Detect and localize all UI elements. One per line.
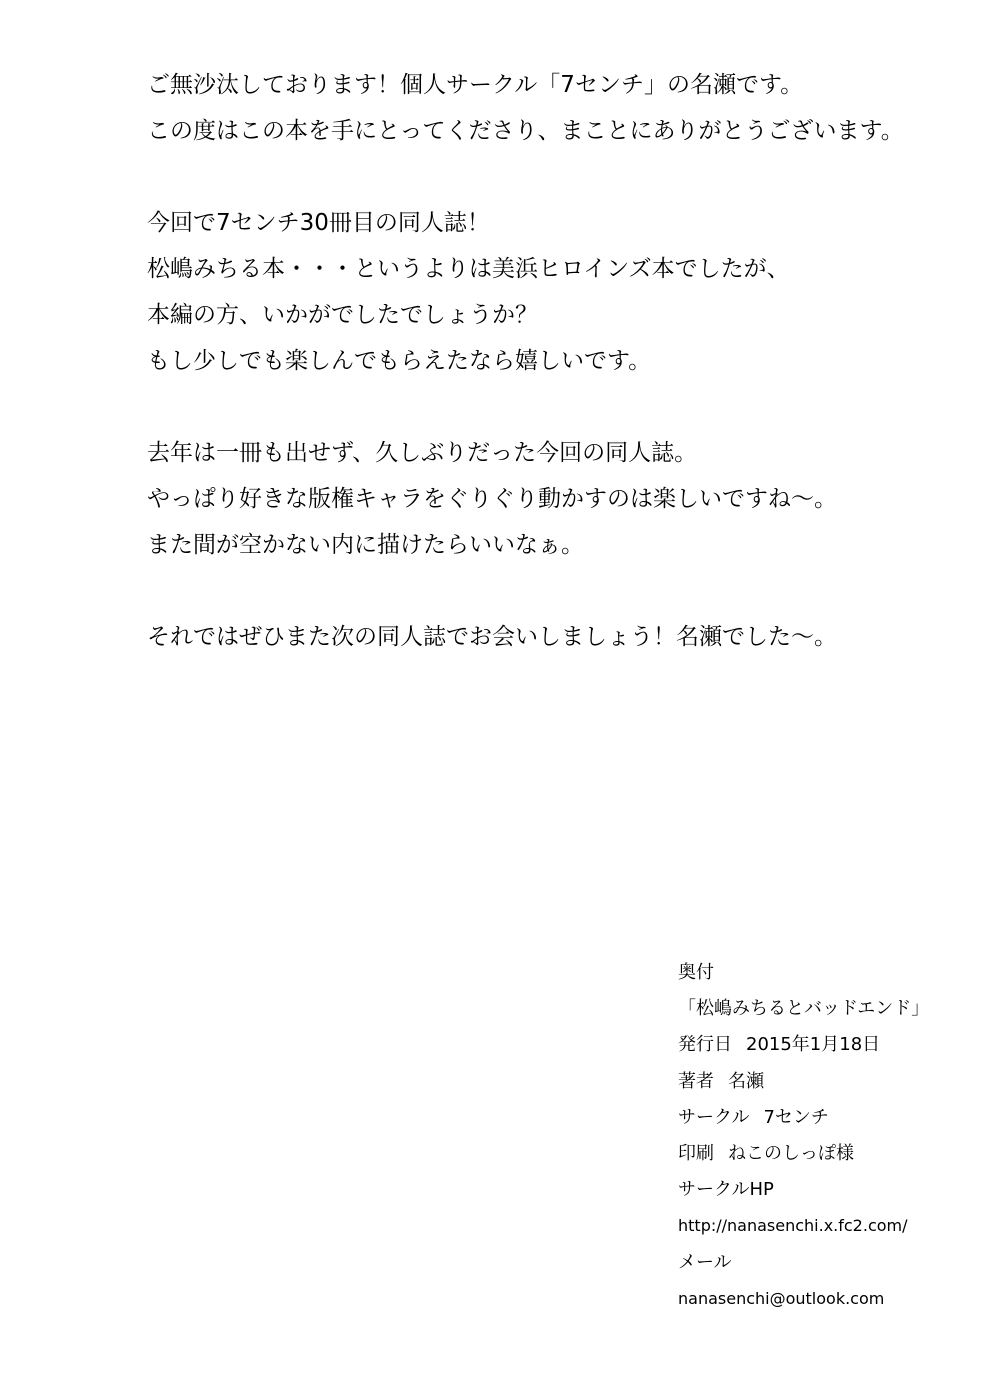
afterword-line: また間が空かない内に描けたらいいなぁ。	[147, 532, 584, 558]
afterword-paragraph-reflection	[147, 430, 967, 568]
afterword-line: 去年は一冊も出せず、久しぶりだった今回の同人誌。	[147, 440, 698, 466]
afterword-line: この度はこの本を手にとってくださり、まことにありがとうございます。	[147, 118, 904, 144]
afterword-line: やっぱり好きな版権キャラをぐりぐり動かすのは楽しいですね～。	[147, 486, 837, 512]
circle-value: 7センチ	[763, 1106, 829, 1128]
colophon-author	[678, 1064, 978, 1100]
afterword-line: それではぜひまた次の同人誌でお会いしましょう！名瀬でした～。	[147, 624, 837, 650]
author-label: 著者	[678, 1070, 714, 1092]
afterword	[147, 62, 967, 706]
circle-label: サークル	[678, 1106, 750, 1128]
printer-label: 印刷	[678, 1142, 714, 1164]
afterword-line: 本編の方、いかがでしたでしょうか？	[147, 302, 538, 328]
colophon-book-title: 「松嶋みちるとバッドエンド」	[678, 998, 930, 1020]
afterword-line: もし少しでも楽しんでもらえたなら嬉しいです。	[147, 348, 652, 374]
author-value: 名瀬	[728, 1070, 764, 1092]
colophon-website-label: サークルHP	[678, 1179, 774, 1201]
colophon-website-url: http://nanasenchi.x.fc2.com/	[678, 1216, 908, 1236]
colophon-email-value: nanasenchi@outlook.com	[678, 1288, 885, 1308]
issue-date-value: 2015年1月18日	[746, 1034, 881, 1056]
printer-value: ねこのしっぽ様	[728, 1142, 854, 1164]
afterword-line: 松嶋みちる本・・・というよりは美浜ヒロインズ本でしたが、	[147, 256, 790, 282]
afterword-line: ご無沙汰しております！個人サークル「7センチ」の名瀬です。	[147, 72, 804, 98]
colophon-heading: 奥付	[678, 962, 714, 983]
colophon-circle	[678, 1100, 978, 1136]
afterword-paragraph-closing	[147, 614, 967, 660]
colophon	[678, 955, 978, 1317]
afterword-paragraph-greeting	[147, 62, 967, 154]
colophon-printer	[678, 1136, 978, 1172]
afterword-line: 今回で7センチ30冊目の同人誌！	[147, 210, 490, 236]
issue-date-label: 発行日	[678, 1034, 732, 1056]
colophon-email-label: メール	[678, 1251, 732, 1273]
colophon-issue-date	[678, 1027, 978, 1063]
afterword-paragraph-about-book	[147, 200, 967, 384]
